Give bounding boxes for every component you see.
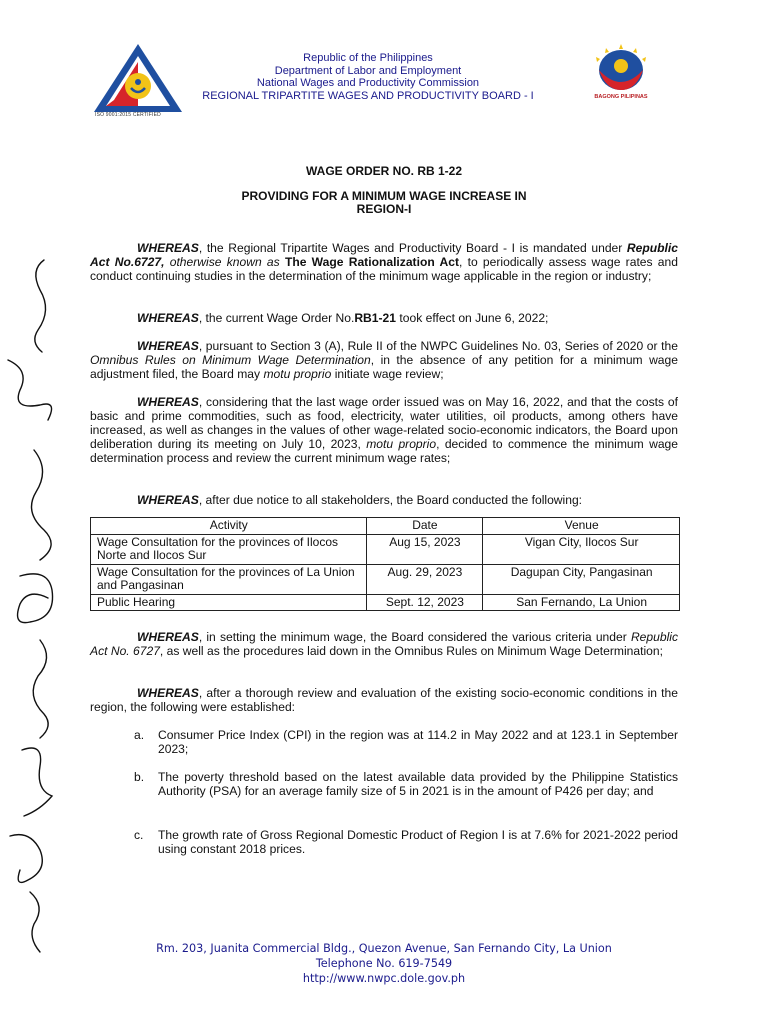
table-cell-venue: San Fernando, La Union [483, 594, 680, 611]
wage-order-subject-line2: REGION-I [356, 202, 412, 216]
list-marker: b. [134, 770, 145, 784]
whereas-paragraph-findings: WHEREAS, after a thorough review and evaluation of the existing socio-economic conditions in the region, the following were established: [90, 686, 678, 715]
footer-address: Rm. 203, Juanita Commercial Bldg., Quezon Avenue, San Fernando City, La Union [156, 942, 612, 955]
whereas-paragraph-current-order: WHEREAS, the current Wage Order No.RB1-21 took effect on June 6, 2022; [137, 311, 549, 325]
consultation-table [90, 517, 680, 611]
letterhead-line-commission: National Wages and Productivity Commission [256, 77, 480, 89]
table-cell-date: Aug 15, 2023 [366, 534, 483, 564]
list-item-text: The poverty threshold based on the latest available data provided by the Philippine Statistics Authority (PSA) for an average family size of 5 in 2021 is in the amount of P426 per day; and [158, 770, 678, 799]
footer-telephone: Telephone No. 619-7549 [315, 957, 453, 970]
table-header-venue: Venue [483, 518, 680, 535]
whereas-paragraph-stakeholders: WHEREAS, after due notice to all stakeholders, the Board conducted the following: [137, 493, 583, 507]
table-cell-venue: Vigan City, Ilocos Sur [483, 534, 680, 564]
table-header-activity: Activity [91, 518, 367, 535]
table-cell-activity: Wage Consultation for the provinces of La Union and Pangasinan [91, 564, 367, 594]
table-row [91, 594, 680, 611]
table-cell-date: Sept. 12, 2023 [366, 594, 483, 611]
bagong-pilipinas-text: BAGONG PILIPINAS [594, 94, 648, 100]
table-row [91, 534, 680, 564]
whereas-paragraph-criteria: WHEREAS, in setting the minimum wage, the Board considered the various criteria under Republic Act No. 6727, as well as the procedures laid down in the Omnibus Rules on Minimum Wage Determination; [90, 630, 678, 659]
footer-website-link[interactable]: http://www.nwpc.dole.gov.ph [302, 972, 466, 985]
list-item-text: The growth rate of Gross Regional Domestic Product of Region I is at 7.6% for 2021-2022 period using constant 2018 prices. [158, 828, 678, 857]
whereas-paragraph-guidelines: WHEREAS, pursuant to Section 3 (A), Rule II of the NWPC Guidelines No. 03, Series of 2020 or the Omnibus Rules on Minimum Wage Determination, in the absence of any petition for a minimum wage adjustment filed, the Board may motu proprio initiate wage review; [90, 339, 678, 382]
list-item [134, 728, 678, 756]
table-cell-activity: Wage Consultation for the provinces of Ilocos Norte and Ilocos Sur [91, 534, 367, 564]
table-cell-venue: Dagupan City, Pangasinan [483, 564, 680, 594]
letterhead-line-republic: Republic of the Philippines [303, 52, 433, 64]
letterhead [168, 52, 568, 102]
whereas-paragraph-wage-review: WHEREAS, considering that the last wage order issued was on May 16, 2022, and that the costs of basic and prime commodities, such as food, electricity, water utilities, oil products, among others have increased, as well as changes in the values of other wage-related socio-economic indicators, the Board upon deliberation during its meeting on July 10, 2023, motu proprio, decided to commence the minimum wage determination process and review the current minimum wage rates; [90, 395, 679, 466]
list-marker: a. [134, 728, 145, 742]
list-item-text: Consumer Price Index (CPI) in the region was at 114.2 in May 2022 and at 123.1 in September 2023; [158, 728, 678, 757]
whereas-paragraph-mandate: WHEREAS, the Regional Tripartite Wages and Productivity Board - I is mandated under Republic Act No.6727, otherwise known as The Wage Rationalization Act, to periodically assess wage rates and conduct continuing studies in the determination of the minimum wage applicable in the region or industry; [90, 241, 678, 284]
letterhead-line-board: REGIONAL TRIPARTITE WAGES AND PRODUCTIVITY BOARD - I [202, 89, 534, 102]
table-header-date: Date [366, 518, 483, 535]
iso-certification-label: ISO 9001:2015 CERTIFIED [95, 112, 161, 118]
list-marker: c. [134, 828, 144, 842]
letterhead-line-department: Department of Labor and Employment [274, 64, 462, 77]
table-row [91, 564, 680, 594]
table-cell-activity: Public Hearing [91, 594, 367, 611]
list-item [134, 770, 678, 798]
wage-order-number: WAGE ORDER NO. RB 1-22 [305, 164, 463, 178]
list-item [134, 828, 678, 856]
margin-signatures [0, 230, 80, 970]
table-cell-date: Aug. 29, 2023 [366, 564, 483, 594]
table-header-row [91, 518, 680, 535]
wage-order-subject-line1: PROVIDING FOR A MINIMUM WAGE INCREASE IN [241, 189, 527, 203]
